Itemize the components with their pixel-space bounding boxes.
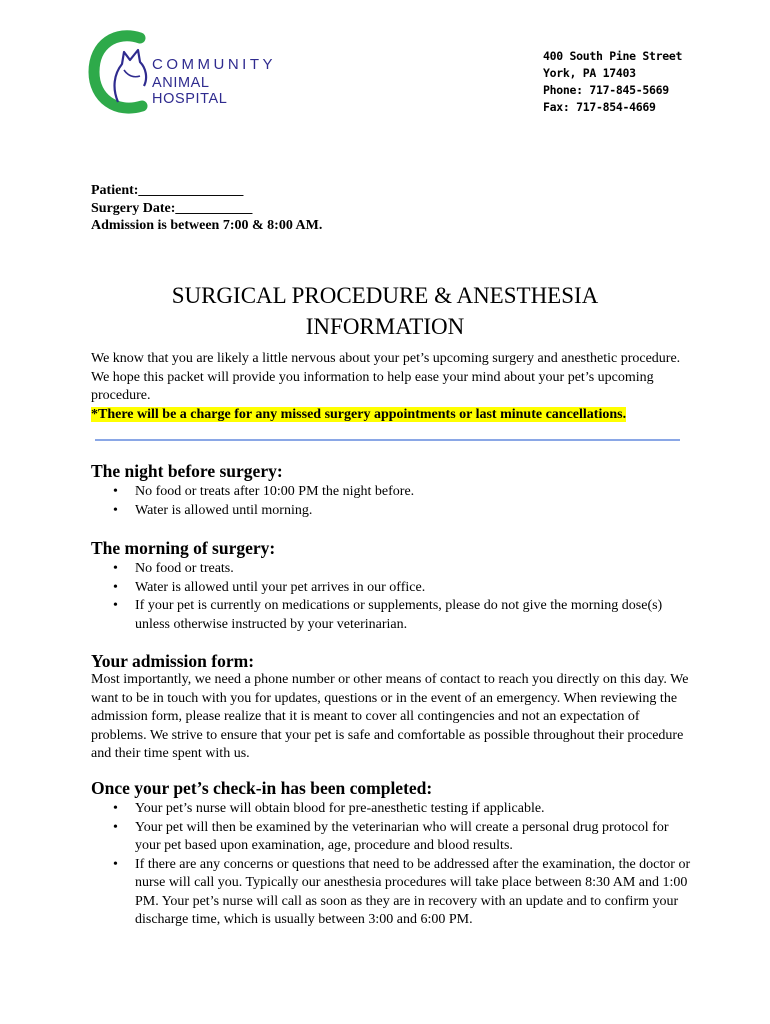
surgery-date-field: Surgery Date:___________: [91, 200, 253, 216]
patient-info: [91, 182, 322, 235]
logo-text-community: COMMUNITY: [152, 56, 276, 73]
admission-form-text: Most importantly, we need a phone number or other means of contact to reach you directly on this day. We want to be in touch with you for updates, questions or in the event of an emergency. When reviewing the admission form, please realize that it is meant to cover all contingencies and not an expectation of problems. We strive to ensure that your pet is safe and comfortable as possible throughout their procedure and their time spent with us.: [91, 672, 689, 761]
address-street: 400 South Pine Street: [543, 49, 683, 63]
list-night-before: [91, 483, 691, 520]
list-item: • No food or treats after 10:00 PM the night before.: [91, 483, 691, 502]
list-item: • No food or treats.: [91, 560, 691, 579]
list-morning-of: [91, 560, 691, 634]
list-item: • Your pet will then be examined by the veterinarian who will create a personal drug protocol for your pet based upon examination, age, procedure and blood results.: [91, 819, 691, 856]
list-item: • If your pet is currently on medications or supplements, please do not give the morning dose(s) unless otherwise instructed by your veterinarian.: [91, 597, 691, 634]
hospital-logo: [88, 30, 288, 114]
page-title-line1: SURGICAL PROCEDURE & ANESTHESIA: [171, 283, 599, 308]
logo-text-animal-hospital: ANIMAL HOSPITAL: [152, 75, 228, 107]
admission-note: Admission is between 7:00 & 8:00 AM.: [91, 218, 323, 233]
list-check-in: [91, 800, 691, 930]
heading-admission-form: Your admission form:: [91, 651, 255, 671]
heading-night-before: The night before surgery:: [91, 461, 283, 481]
logo-emblem-icon: [88, 30, 158, 114]
page-title-line2: INFORMATION: [305, 314, 465, 339]
intro-paragraph: [91, 350, 691, 424]
list-item: • Water is allowed until your pet arrives in our office.: [91, 579, 691, 598]
list-item: • Your pet’s nurse will obtain blood for pre-anesthetic testing if applicable.: [91, 800, 691, 819]
heading-check-in: Once your pet’s check-in has been completed:: [91, 778, 433, 798]
list-item: • Water is allowed until morning.: [91, 502, 691, 521]
address-phone: Phone: 717-845-5669: [543, 83, 669, 97]
patient-field: Patient:_______________: [91, 183, 244, 198]
page-title: [0, 280, 770, 342]
address-fax: Fax: 717-854-4669: [543, 100, 656, 114]
heading-morning-of: The morning of surgery:: [91, 538, 276, 558]
cancellation-notice: *There will be a charge for any missed surgery appointments or last minute cancellations.: [91, 406, 627, 422]
intro-text: We know that you are likely a little nervous about your pet’s upcoming surgery and anesthetic procedure. We hope this packet will provide you information to help ease your mind about your pet’s upcoming procedure.: [91, 351, 681, 403]
divider: [95, 439, 680, 441]
address-city: York, PA 17403: [543, 66, 636, 80]
list-item: • If there are any concerns or questions that need to be addressed after the examination, the doctor or nurse will call you. Typically our anesthesia procedures will take place between 8:30 AM and 1:00 PM. Your pet’s nurse will call as soon as they are in recovery with an update and to confirm your discharge time, which is usually between 3:00 and 6:00 PM.: [91, 856, 691, 930]
address-block: [543, 48, 682, 116]
